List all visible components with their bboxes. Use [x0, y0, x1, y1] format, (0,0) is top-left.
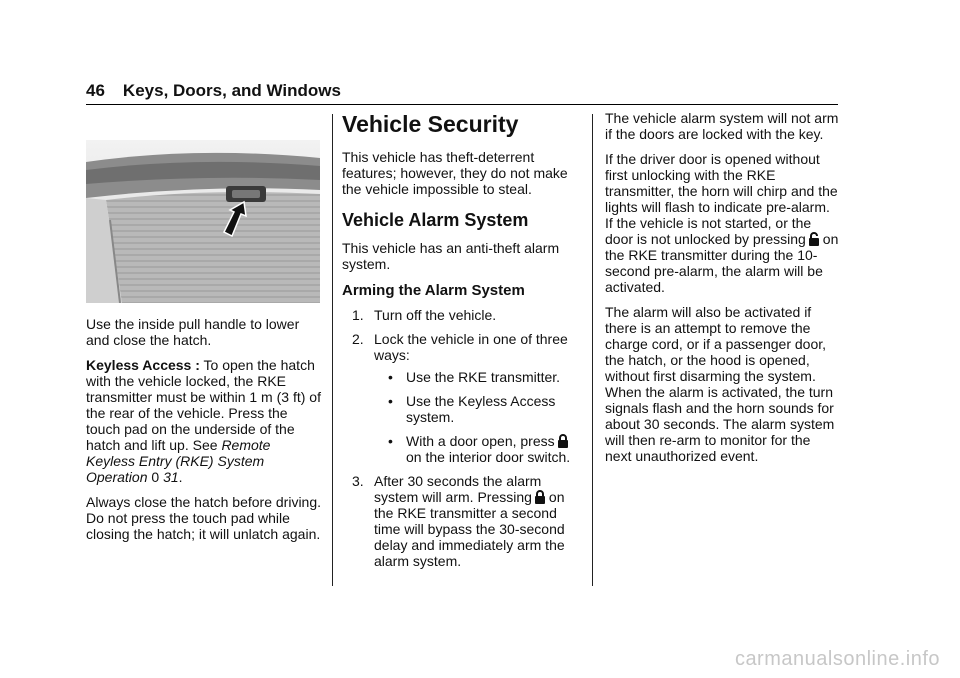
header-rule: [86, 104, 838, 105]
pre-alarm-text: If the driver door is opened without first unlocking with the RKE transmitter, the horn will chirp and the lights will flash to indicate pre-alarm. If the vehicle is not started, or the door is not unlocked by pressing: [605, 151, 838, 247]
step-text: Turn off the vehicle.: [374, 307, 497, 323]
page-ref-arrow: 0: [151, 469, 160, 485]
key-lock-paragraph: The vehicle alarm system will not arm if the doors are locked with the key.: [605, 110, 839, 142]
list-item: [342, 473, 582, 569]
alarm-system-heading: Vehicle Alarm System: [342, 210, 529, 230]
bullet-text: Use the RKE transmitter.: [406, 369, 561, 385]
bullet-text: on the interior door switch.: [406, 449, 571, 465]
lock-methods-list: [374, 369, 582, 465]
always-close-paragraph: Always close the hatch before driving. Do not press the touch pad while closing the hatch; it will unlatch again.: [86, 494, 322, 542]
security-intro-paragraph: This vehicle has theft-deterrent features; however, they do not make the vehicle impossible to steal.: [342, 149, 568, 197]
bullet-text: With a door open, press: [406, 433, 555, 449]
column-3: [605, 110, 840, 473]
unlock-icon: [808, 232, 820, 246]
bullet: •: [388, 369, 393, 385]
pre-alarm-paragraph: [605, 151, 840, 295]
column-1: [86, 110, 322, 551]
bullet: •: [388, 393, 393, 409]
list-item: [374, 433, 582, 465]
keyless-access-label: Keyless Access :: [86, 357, 200, 373]
step-number: 2.: [352, 331, 364, 347]
section-title: Keys, Doors, and Windows: [122, 81, 341, 100]
lock-icon: [534, 490, 546, 504]
keyless-access-paragraph: [86, 357, 322, 485]
page-header: [86, 81, 341, 101]
vehicle-security-heading: Vehicle Security: [342, 111, 519, 137]
list-item: [342, 331, 582, 465]
cross-reference-end: .: [178, 469, 183, 485]
step-number: 1.: [352, 307, 364, 323]
lock-icon: [557, 434, 569, 448]
cross-reference-page[interactable]: 31: [163, 469, 179, 485]
bullet-text: Use the Keyless Access system.: [406, 393, 556, 425]
list-item: [374, 393, 582, 425]
hatch-close-paragraph: Use the inside pull handle to lower and close the hatch.: [86, 316, 300, 348]
page-number: 46: [86, 81, 105, 100]
step-number: 3.: [352, 473, 364, 489]
step-text: Lock the vehicle in one of three ways:: [374, 331, 568, 363]
step-text: After 30 seconds the alarm system will arm. Pressing: [374, 473, 542, 505]
watermark: carmanualsonline.info: [734, 648, 940, 670]
alarm-activation-paragraph: The alarm will also be activated if there is an attempt to remove the charge cord, or if a passenger door, the hatch, or the hood is opened, without first disarming the system. When the alarm is activated, the turn signals flash and the horn sounds for about 30 seconds. The alarm system will then re-arm to monitor for the next unauthorized event.: [605, 304, 835, 464]
keyless-access-text: To open the hatch with the vehicle locked, the RKE transmitter must be within 1 m (3 ft) of the rear of the vehicle. Press the touch pad on the underside of the hatch and lift up. See: [86, 357, 321, 453]
bullet: •: [388, 433, 393, 449]
column-2: [342, 110, 582, 577]
list-item: [342, 307, 582, 323]
step-text: on the RKE transmitter a second time will bypass the 30-second delay and immediately arm the alarm system.: [374, 489, 565, 569]
hatch-handle-photo: [86, 140, 320, 303]
arming-alarm-heading: Arming the Alarm System: [342, 282, 525, 299]
column-divider-right: [592, 114, 593, 586]
alarm-system-paragraph: This vehicle has an anti-theft alarm system.: [342, 240, 560, 272]
list-item: [374, 369, 582, 385]
pre-alarm-text: on the RKE transmitter during the 10-second pre-alarm, the alarm will be activated.: [605, 231, 839, 295]
cross-reference-link[interactable]: Remote Keyless Entry (RKE) System Operation: [86, 437, 271, 485]
arming-steps-list: [342, 307, 582, 569]
column-divider-left: [332, 114, 333, 586]
